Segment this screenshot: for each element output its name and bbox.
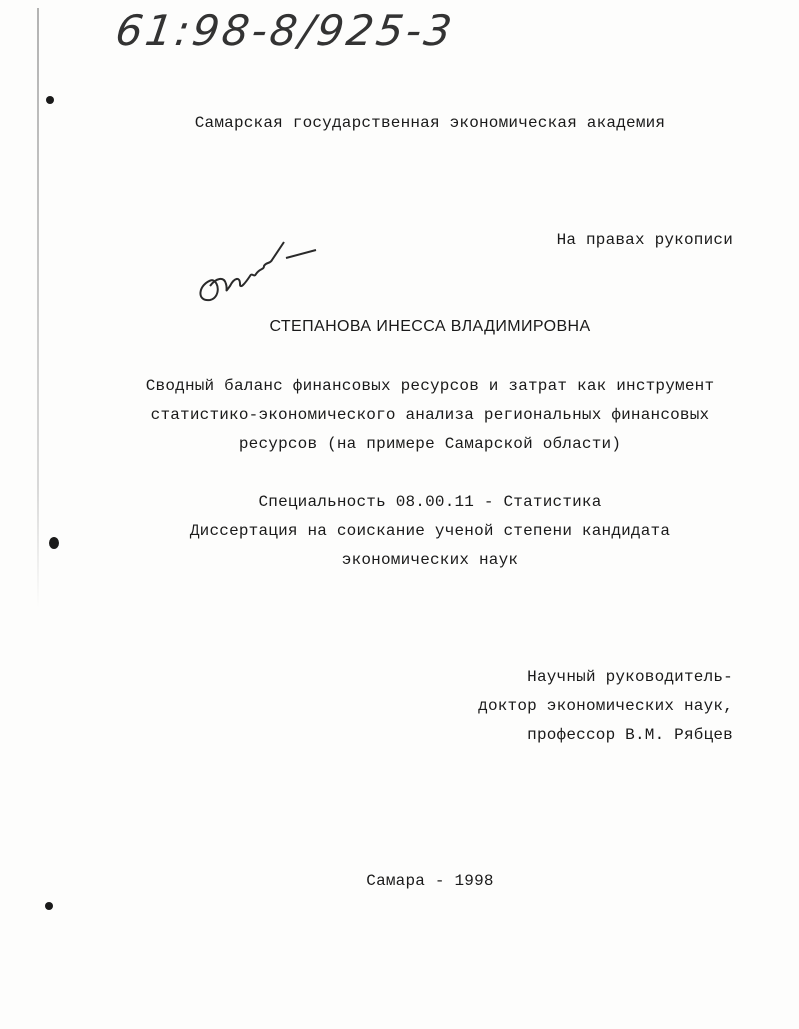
thesis-title-line-1: Сводный баланс финансовых ресурсов и затрат как инструмент xyxy=(145,377,715,395)
supervisor-line-2: доктор экономических наук, xyxy=(478,697,733,715)
thesis-title-line-2: статистико-экономического анализа региональных финансовых xyxy=(150,406,710,424)
thesis-title-line-3: ресурсов (на примере Самарской области) xyxy=(238,435,622,453)
supervisor-line-1: Научный руководитель- xyxy=(527,668,733,686)
author-signature xyxy=(190,228,330,318)
archive-number: 61:98-8/925-3 xyxy=(112,6,458,55)
degree-line-1: Диссертация на соискание ученой степени кандидата xyxy=(189,522,671,540)
specialty: Специальность 08.00.11 - Статистика xyxy=(258,493,602,511)
hole-punch-mark xyxy=(45,902,53,910)
degree-line-2: экономических наук xyxy=(341,551,519,569)
city-year: Самара - 1998 xyxy=(366,872,494,890)
manuscript-note: На правах рукописи xyxy=(556,231,733,249)
margin-scan-line xyxy=(37,8,39,608)
supervisor-line-3: профессор В.М. Рябцев xyxy=(527,726,733,744)
hole-punch-mark xyxy=(46,96,54,104)
institution-name: Самарская государственная экономическая академия xyxy=(194,114,666,132)
author-name: СТЕПАНОВА ИНЕССА ВЛАДИМИРОВНА xyxy=(269,318,591,335)
